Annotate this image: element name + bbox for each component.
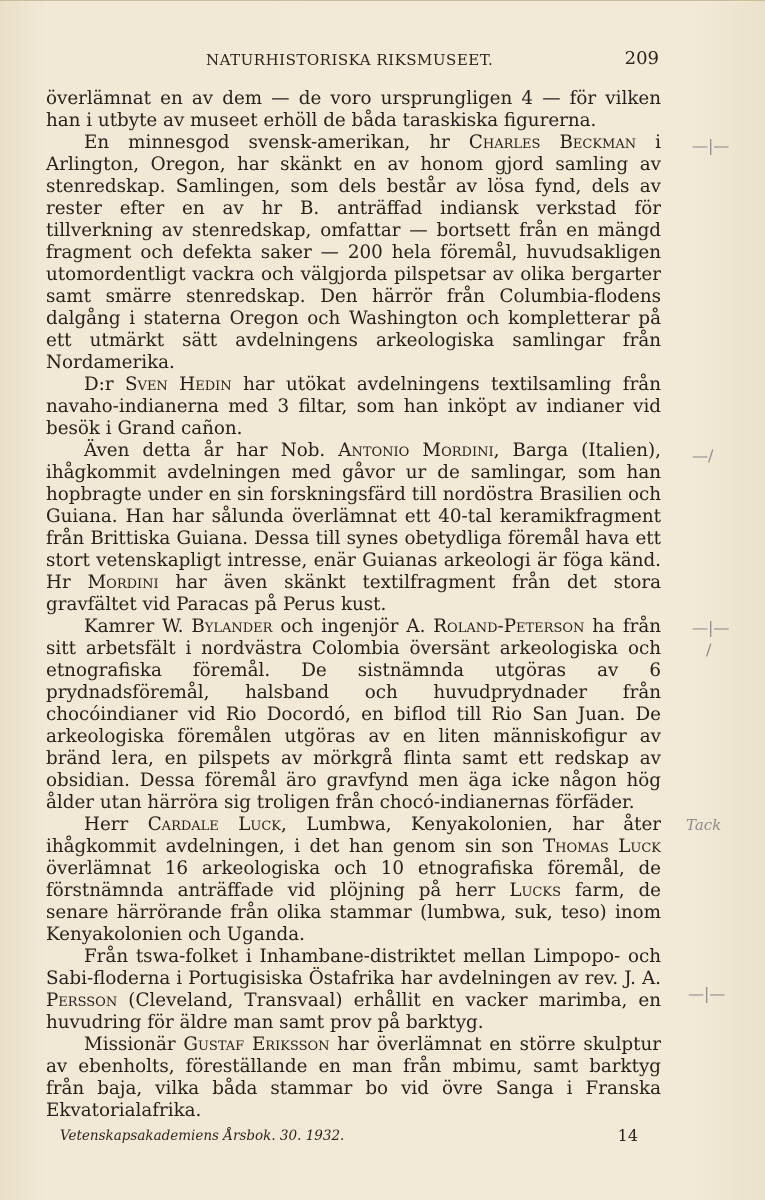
text-run: Missionär <box>84 1034 184 1055</box>
text-run: har utökat avdelningens textilsamling från navaho-indianerna med 3 filtar, som han inköpt av indianer vid besök i Grand cañon. <box>46 374 661 439</box>
footer-source: Vetenskapsakademiens Årsbok. 30. 1932. <box>60 1128 345 1144</box>
paragraph <box>46 374 661 440</box>
text-run: Herr <box>84 814 148 835</box>
text-run: och ingenjör A. <box>272 616 434 637</box>
paragraph <box>46 440 661 616</box>
person-name: Lucks <box>509 880 561 901</box>
margin-mark: —|— <box>688 984 726 1003</box>
page-edge <box>0 0 765 1</box>
person-name: Bylander <box>191 616 273 637</box>
text-run: Från tswa-folket i Inhambane-distriktet mellan Limpopo- och Sabi-floderna i Portugisiska Östafrika har avdelningen av rev. J. A. <box>46 946 661 989</box>
text-run: , Lumbwa, Kenyakolonien, har åter ihågkommit avdelningen, i det han genom sin son <box>46 814 662 857</box>
text-run: överlämnat en av dem — de voro ursprungligen 4 — för vilken han i utbyte av museet erhöll de båda taraskiska figurerna. <box>46 88 661 131</box>
person-name: Sven Hedin <box>125 374 232 395</box>
margin-mark: —/ <box>692 446 714 465</box>
paragraph <box>46 132 661 374</box>
text-run: ha från sitt arbetsfält i nordvästra Colombia översänt arkeologiska och etnografiska föremål. De sistnämnda utgöras av 6 prydnadsföremål, halsband och huvudprydnader från chocóindianer vid Rio Docordó, en biflod till Rio San Juan. De arkeologiska föremålen utgöras av en liten människofigur av bränd lera, en pilspets av mörkgrå flinta samt ett redskap av obsidian. Dessa föremål äro gravfynd men äga icke någon hög ålder utan härröra sig troligen från chocó-indianernas förfäder. <box>46 616 661 813</box>
paragraph <box>46 946 661 1034</box>
person-name: Mordini <box>87 572 159 593</box>
text-run: farm, de senare härrörande från olika stammar (lumbwa, suk, teso) inom Kenyakolonien och Uganda. <box>46 880 661 945</box>
text-run: har även skänkt textilfragment från det stora gravfältet vid Paracas på Perus kust. <box>46 572 662 615</box>
text-run: har överlämnat en större skulptur av ebenholts, föreställande en man från mbimu, samt barktyg från baja, vilka båda stammar bo vid övre Sanga i Franska Ekvatorialafrika. <box>46 1034 661 1121</box>
text-run: D:r <box>84 374 126 395</box>
person-name: Cardale Luck <box>147 814 281 835</box>
text-run: (Cleveland, Transvaal) erhållit en vacker marimba, en huvudring för äldre man samt prov på barktyg. <box>46 990 661 1033</box>
running-head <box>46 48 661 72</box>
person-name: Antonio Mordini <box>338 440 494 461</box>
person-name: Gustaf Eriksson <box>183 1034 330 1055</box>
text-run: i Arlington, Oregon, har skänkt en av honom gjord samling av stenredskap. Samlingen, som dels består av lösa fynd, dels av rester efter en av hr B. anträffad indiansk verkstad för tillverkning av stenredskap, omfattar — bortsett från en mängd fragment och defekta saker — 200 hela föremål, huvudsakligen utomordentligt vackra och välgjorda pilspetsar av olika bergarter samt smärre stenredskap. Den härrör från Columbia-flodens dalgång i staterna Oregon och Washington och kompletterar på ett utmärkt sätt avdelningens arkeologiska samlingar från Nordamerika. <box>46 132 661 373</box>
margin-mark: / <box>706 640 712 659</box>
margin-mark: —|— <box>692 136 730 155</box>
paragraph <box>46 1034 661 1122</box>
page-footer <box>60 1126 640 1148</box>
margin-mark: —|— <box>692 618 730 637</box>
text-run: Även detta år har Nob. <box>84 440 339 461</box>
body-text <box>46 88 661 1122</box>
footer-signature: 14 <box>617 1126 638 1145</box>
running-head-title: NATURHISTORISKA RIKSMUSEET. <box>206 51 494 69</box>
person-name: Persson <box>46 990 118 1011</box>
text-run: Kamrer W. <box>84 616 192 637</box>
paragraph <box>46 616 661 814</box>
paragraph <box>46 88 661 132</box>
text-run: En minnesgod svensk-amerikan, hr <box>84 132 469 153</box>
person-name: Charles Beckman <box>468 132 637 153</box>
paragraph <box>46 814 661 946</box>
text-run: , Barga (Italien), ihågkommit avdelningen med gåvor ur de samlingar, som han hopbragte under en sin forskningsfärd till nordöstra Brasilien och Guiana. Han har sålunda överlämnat ett 40-tal keramikfragment från Brittiska Guiana. Dessa till synes obetydliga föremål hava ett stort vetenskapligt intresse, enär Guianas arkeologi är föga känd. Hr <box>46 440 661 593</box>
text-run: överlämnat 16 arkeologiska och 10 etnografiska föremål, de förstnämnda anträffade vid plöjning på herr <box>46 858 661 901</box>
page-number: 209 <box>624 48 659 69</box>
person-name: Roland-Peterson <box>433 616 585 637</box>
margin-mark: Tack <box>686 816 722 834</box>
person-name: Thomas Luck <box>542 836 662 857</box>
